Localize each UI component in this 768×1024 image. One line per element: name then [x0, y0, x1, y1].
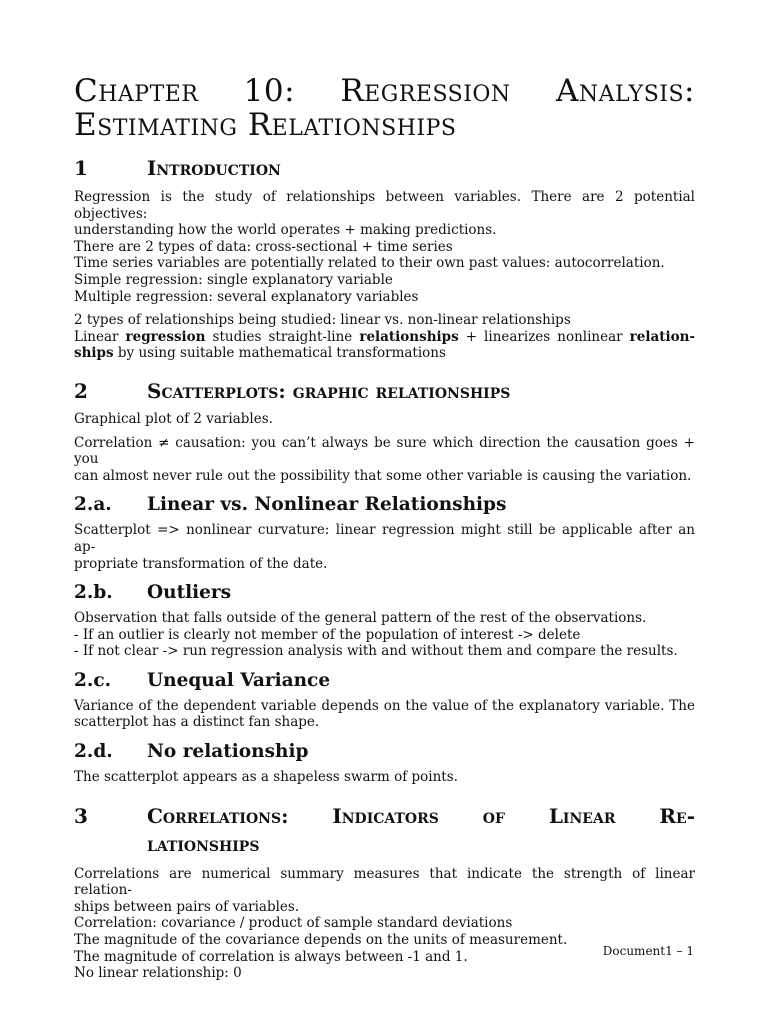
section-number: 2 [74, 378, 88, 403]
intro-paragraph [74, 189, 695, 305]
text-line: There are 2 types of data: cross-sectional + time series [74, 238, 453, 255]
subsection-2d-heading [74, 740, 695, 764]
subsection-2c-paragraph [74, 698, 695, 731]
document-page [74, 74, 695, 982]
subsection-number: 2.a. [74, 494, 112, 516]
text-run: Linear [74, 328, 126, 345]
subsection-2d-paragraph [74, 769, 695, 786]
section-3-heading [74, 802, 695, 858]
text-line: The magnitude of correlation is always between -1 and 1. [74, 948, 468, 965]
section-title: Scatterplots: graphic relationships [147, 378, 511, 403]
correlation-causation-paragraph [74, 435, 695, 485]
text-line: The scatterplot appears as a shapeless swarm of points. [74, 769, 458, 786]
subsection-2b-heading [74, 581, 695, 605]
subsection-number: 2.d. [74, 741, 113, 763]
text-line: propriate transformation of the date. [74, 555, 328, 572]
section-2-heading [74, 378, 695, 404]
section-title-line-2: lationships [147, 831, 260, 856]
bold-term: regression [125, 328, 206, 345]
text-run: + linearizes nonlinear [458, 328, 630, 345]
chapter-title-line-2: Estimating Relationships [74, 107, 457, 143]
text-line: Regression is the study of relationships between variables. There are 2 potential objectives: [74, 189, 695, 222]
text-line: No linear relationship: 0 [74, 965, 242, 982]
section-number: 3 [74, 803, 88, 828]
section-number: 1 [74, 156, 88, 180]
subsection-2a-paragraph [74, 522, 695, 572]
text-line: Time series variables are potentially related to their own past values: autocorrelation. [74, 255, 665, 272]
text-line: can almost never rule out the possibility that some other variable is causing the variation. [74, 467, 692, 484]
text-line: Scatterplot => nonlinear curvature: linear regression might still be applicable after an ap- [74, 522, 695, 555]
text-run: by using suitable mathematical transformations [113, 345, 446, 362]
text-line [74, 345, 695, 362]
text-run: studies straight-line [205, 328, 360, 345]
text-line: understanding how the world operates + making predictions. [74, 222, 497, 239]
subsection-number: 2.c. [74, 669, 112, 691]
text-line: Correlation ≠ causation: you can’t always be sure which direction the causation goes + you [74, 434, 695, 468]
section-1-heading [74, 155, 695, 181]
section-title: Introduction [147, 156, 281, 180]
subsection-number: 2.b. [74, 582, 113, 604]
subsection-2c-heading [74, 669, 695, 693]
text-line: - If not clear -> run regression analysis with and without them and compare the results. [74, 643, 678, 660]
page-footer: Document1 – 1 [602, 944, 694, 958]
text-line: Correlations are numerical summary measures that indicate the strength of linear relation- [74, 865, 695, 899]
text-line: The magnitude of the covariance depends on the units of measurement. [74, 932, 568, 949]
text-line: ships between pairs of variables. [74, 898, 300, 915]
text-line: Variance of the dependent variable depends on the value of the explanatory variable. The [74, 697, 695, 714]
text-line: Simple regression: single explanatory variable [74, 271, 393, 288]
subsection-2b-paragraph [74, 610, 695, 660]
bold-term: ships [74, 345, 114, 362]
subsection-title: No relationship [147, 741, 309, 763]
chapter-title-line-1: Chapter 10: Regression Analysis: [74, 73, 695, 109]
scatterplot-definition [74, 411, 695, 428]
subsection-2a-heading [74, 493, 695, 517]
chapter-title [74, 74, 695, 142]
subsection-title: Unequal Variance [147, 669, 331, 691]
subsection-title: Outliers [147, 582, 232, 604]
correlations-paragraph [74, 866, 695, 982]
subsection-title: Linear vs. Nonlinear Relationships [147, 494, 507, 516]
bold-term: relationships [359, 328, 459, 345]
text-line: Observation that falls outside of the general pattern of the rest of the observations. [74, 610, 647, 627]
text-line: Correlation: covariance / product of sample standard deviations [74, 915, 513, 932]
bold-term: relation- [629, 328, 695, 345]
text-line: scatterplot has a distinct fan shape. [74, 714, 320, 731]
section-title-line-1: Correlations: Indicators of Linear Re- [147, 803, 695, 828]
text-line: 2 types of relationships being studied: linear vs. non-linear relationships [74, 312, 571, 329]
relationships-paragraph [74, 312, 695, 362]
text-line [74, 329, 695, 346]
text-line: Graphical plot of 2 variables. [74, 410, 273, 427]
text-line: Multiple regression: several explanatory variables [74, 288, 419, 305]
text-line: - If an outlier is clearly not member of the population of interest -> delete [74, 626, 581, 643]
